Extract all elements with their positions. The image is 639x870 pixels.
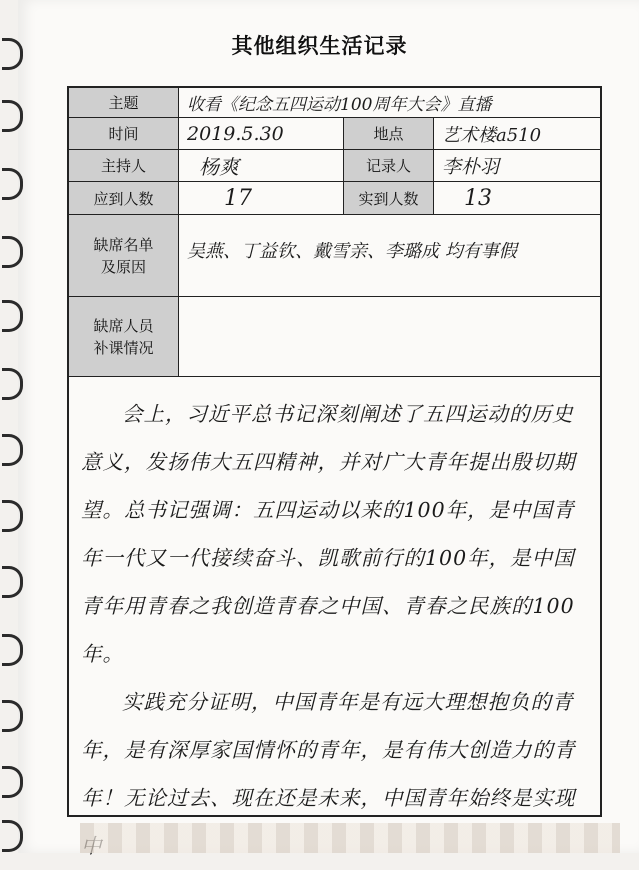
absent-list-label: 缺席名单及原因: [69, 215, 179, 297]
makeup-label: 缺席人员补课情况: [69, 297, 179, 377]
host-value: 杨爽: [179, 150, 344, 182]
absent-list-value: 吴燕、丁益钦、戴雪亲、李璐成 均有事假: [179, 215, 600, 297]
record-form: [67, 86, 602, 817]
meeting-notes: [81, 390, 591, 870]
recorder-value: 李朴羽: [434, 150, 600, 182]
topic-value: 收看《纪念五四运动100周年大会》直播: [179, 88, 600, 118]
decorative-border: [80, 823, 620, 853]
time-value: 2019.5.30: [179, 118, 344, 150]
actual-count-value: 13: [434, 182, 600, 215]
expected-count-label: 应到人数: [69, 182, 179, 215]
recorder-label: 记录人: [344, 150, 434, 182]
makeup-value: [179, 297, 600, 377]
actual-count-label: 实到人数: [344, 182, 434, 215]
place-value: 艺术楼a510: [434, 118, 600, 150]
time-label: 时间: [69, 118, 179, 150]
place-label: 地点: [344, 118, 434, 150]
expected-count-value: 17: [179, 182, 344, 215]
notes-paragraph: 实践充分证明，中国青年是有远大理想抱负的青年，是有深厚家国情怀的青年，是有伟大创造力的青年！无论过去、现在还是未来，中国青年始终是实现: [81, 690, 576, 810]
topic-label: 主题: [69, 88, 179, 118]
page-title: 其他组织生活记录: [231, 34, 408, 58]
notes-paragraph: 会上，习近平总书记深刻阐述了五四运动的历史意义，发扬伟大五四精神，并对广大青年提出殷切期望。总书记强调：五四运动以来的100年，是中国青年一代又一代接续奋斗、凯歌前行的100年，是中国青年用青春之我创造青春之中国、青春之民族的100年。: [81, 402, 576, 666]
host-label: 主持人: [69, 150, 179, 182]
